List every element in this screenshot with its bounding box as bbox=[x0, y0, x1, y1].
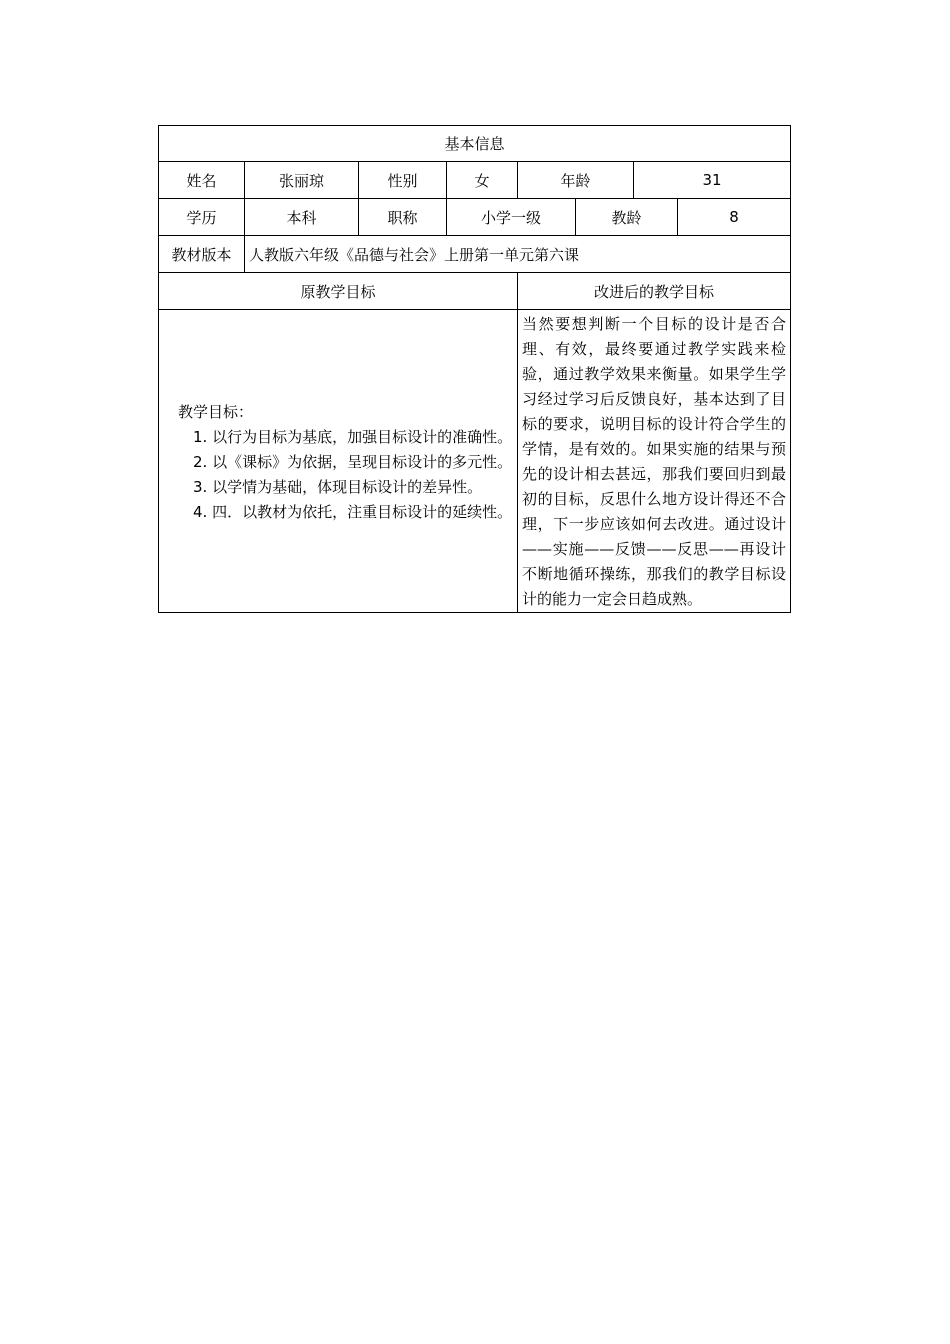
textbook-label: 教材版本 bbox=[159, 236, 245, 273]
goals-body-row bbox=[159, 310, 791, 613]
education-value: 本科 bbox=[245, 199, 359, 236]
original-goals-header: 原教学目标 bbox=[159, 273, 518, 310]
improved-goals-text: 当然要想判断一个目标的设计是否合理、有效，最终要通过教学实践来检验，通过教学效果来衡量。如果学生学习经过学习后反馈良好，基本达到了目标的要求，说明目标的设计符合学生的学情，是有效的。如果实施的结果与预先的设计相去甚远，那我们要回归到最初的目标，反思什么地方设计得还不合理，下一步应该如何去改进。通过设计——实施——反馈——反思——再设计不断地循环操练，那我们的教学目标设计的能力一定会日趋成熟。 bbox=[522, 315, 787, 608]
job-title-label: 职称 bbox=[359, 199, 447, 236]
basic-row-1 bbox=[159, 162, 791, 199]
improved-goals-header: 改进后的教学目标 bbox=[518, 273, 791, 310]
original-goals-intro: 教学目标： bbox=[178, 402, 254, 421]
teaching-years-value: 8 bbox=[678, 199, 791, 236]
age-label: 年龄 bbox=[518, 162, 634, 199]
title-row bbox=[159, 126, 791, 162]
goal-text: 以《课标》为依据，呈现目标设计的多元性。 bbox=[212, 452, 513, 471]
gender-label: 性别 bbox=[359, 162, 447, 199]
goal-number: 2. bbox=[193, 452, 208, 471]
basic-row-2 bbox=[159, 199, 791, 236]
age-value: 31 bbox=[634, 162, 791, 199]
original-goal-item bbox=[163, 500, 513, 525]
original-goals-cell bbox=[159, 310, 518, 613]
info-sheet bbox=[158, 125, 790, 613]
education-label: 学历 bbox=[159, 199, 245, 236]
original-goal-item bbox=[163, 475, 513, 500]
job-title-value: 小学一级 bbox=[447, 199, 576, 236]
teaching-years-label: 教龄 bbox=[576, 199, 678, 236]
goal-text: 以行为目标为基底，加强目标设计的准确性。 bbox=[212, 427, 513, 446]
table-title: 基本信息 bbox=[159, 126, 791, 162]
goals-header-row bbox=[159, 273, 791, 310]
textbook-value: 人教版六年级《品德与社会》上册第一单元第六课 bbox=[245, 236, 791, 273]
gender-value: 女 bbox=[447, 162, 518, 199]
goal-text: 以学情为基础，体现目标设计的差异性。 bbox=[212, 477, 483, 496]
name-value: 张丽琼 bbox=[245, 162, 359, 199]
improved-goals-cell bbox=[518, 310, 791, 613]
goal-number: 1. bbox=[193, 427, 208, 446]
goal-number: 4. bbox=[193, 502, 208, 521]
goal-number: 3. bbox=[193, 477, 208, 496]
goal-text: 四．以教材为依托，注重目标设计的延续性。 bbox=[212, 502, 513, 521]
original-goal-item bbox=[163, 450, 513, 475]
original-goal-item bbox=[163, 425, 513, 450]
teacher-info-table bbox=[158, 125, 791, 613]
textbook-row bbox=[159, 236, 791, 273]
name-label: 姓名 bbox=[159, 162, 245, 199]
